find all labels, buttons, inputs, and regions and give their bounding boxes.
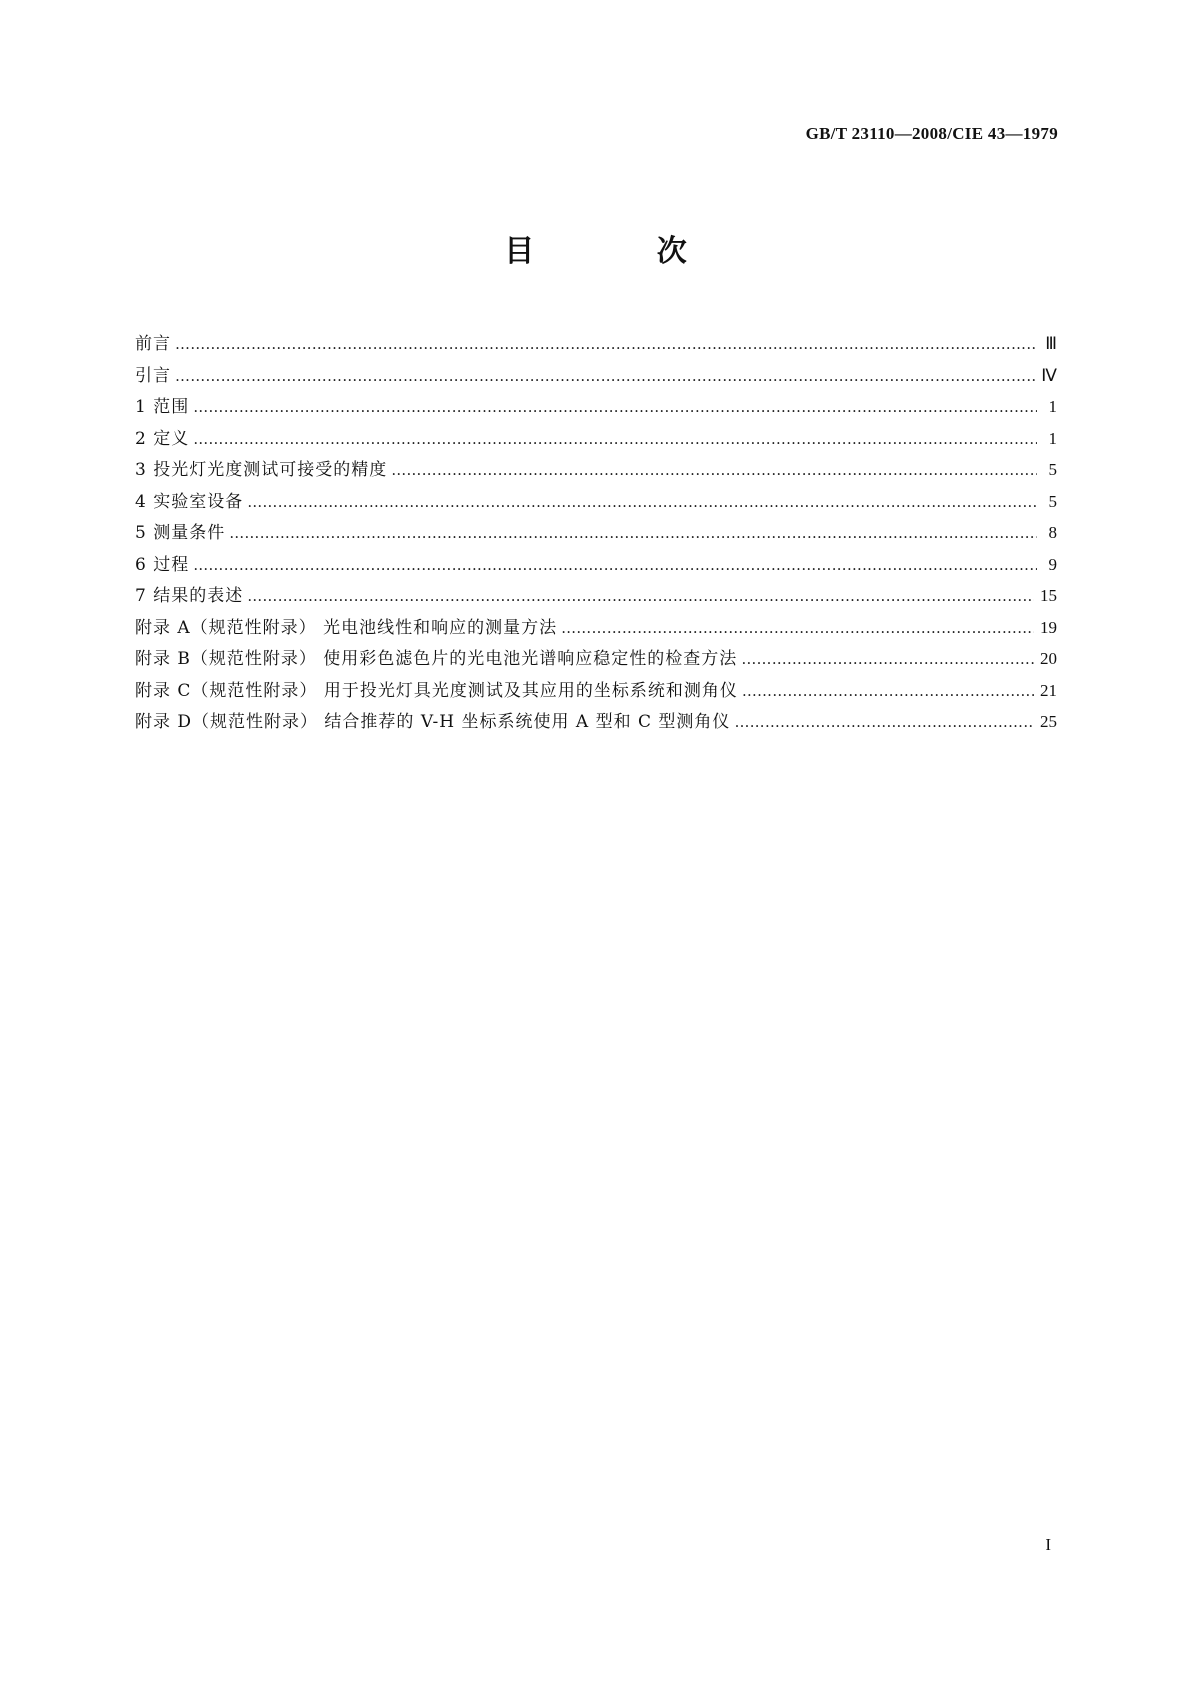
toc-entry-accuracy[interactable] <box>135 454 1057 486</box>
toc-entry-scope[interactable] <box>135 391 1057 423</box>
toc-entry-page: 1 <box>1048 428 1057 448</box>
toc-entry-label: 6 过程 <box>135 554 190 575</box>
toc-entry-label: 5 测量条件 <box>135 523 226 543</box>
toc-entry-label: 附录 C（规范性附录） 用于投光灯具光度测试及其应用的坐标系统和测角仪 <box>135 680 738 701</box>
dot-leader <box>229 518 1037 550</box>
toc-entry-label: 1 范围 <box>135 397 190 417</box>
dot-leader <box>193 424 1037 456</box>
toc-entry-label: 2 定义 <box>135 428 190 449</box>
toc-entry-annex-b[interactable] <box>135 643 1057 675</box>
toc-entry-measurement-conditions[interactable] <box>135 517 1057 549</box>
toc-entry-definitions[interactable] <box>135 423 1057 455</box>
dot-leader <box>175 329 1037 361</box>
standard-code: GB/T 23110—2008/CIE 43—1979 <box>805 124 1058 143</box>
toc-entry-laboratory-equipment[interactable] <box>135 486 1057 518</box>
toc-entry-annex-a[interactable] <box>135 612 1057 644</box>
toc-entry-page: 8 <box>1048 523 1057 542</box>
toc-entry-page: 25 <box>1040 712 1057 731</box>
toc-entry-procedure[interactable] <box>135 549 1057 581</box>
dot-leader <box>175 361 1035 393</box>
toc-entry-page: 19 <box>1040 617 1057 637</box>
toc-entry-page: Ⅳ <box>1041 365 1057 385</box>
toc-entry-label: 4 实验室设备 <box>135 491 244 512</box>
dot-leader <box>561 613 1034 645</box>
dot-leader <box>247 487 1037 519</box>
page-number: I <box>1045 1535 1051 1554</box>
table-of-contents <box>135 328 1057 738</box>
toc-entry-label: 7 结果的表述 <box>135 586 244 606</box>
toc-entry-label: 附录 D（规范性附录） 结合推荐的 V-H 坐标系统使用 A 型和 C 型测角仪 <box>135 712 731 732</box>
toc-entry-foreword[interactable] <box>135 328 1057 360</box>
toc-entry-label: 3 投光灯光度测试可接受的精度 <box>135 460 388 480</box>
dot-leader <box>741 644 1034 676</box>
toc-entry-page: 20 <box>1040 649 1057 668</box>
toc-entry-page: 5 <box>1048 460 1057 479</box>
toc-entry-page: 1 <box>1048 397 1057 416</box>
dot-leader <box>742 676 1034 708</box>
toc-entry-page: 9 <box>1048 554 1057 574</box>
toc-entry-label: 附录 B（规范性附录） 使用彩色滤色片的光电池光谱响应稳定性的检查方法 <box>135 649 738 669</box>
toc-entry-label: 前言 <box>135 334 171 354</box>
toc-entry-results[interactable] <box>135 580 1057 612</box>
page-title: 目 次 <box>504 234 743 269</box>
toc-entry-introduction[interactable] <box>135 360 1057 392</box>
dot-leader <box>193 392 1037 424</box>
toc-entry-page: 15 <box>1040 586 1057 605</box>
dot-leader <box>193 550 1037 582</box>
toc-entry-label: 引言 <box>135 365 171 386</box>
dot-leader <box>734 707 1034 739</box>
toc-entry-annex-c[interactable] <box>135 675 1057 707</box>
dot-leader <box>391 455 1037 487</box>
dot-leader <box>247 581 1034 613</box>
toc-entry-label: 附录 A（规范性附录） 光电池线性和响应的测量方法 <box>135 617 558 638</box>
toc-entry-page: Ⅲ <box>1045 334 1057 353</box>
toc-entry-annex-d[interactable] <box>135 706 1057 738</box>
toc-entry-page: 21 <box>1040 680 1057 700</box>
toc-entry-page: 5 <box>1048 491 1057 511</box>
